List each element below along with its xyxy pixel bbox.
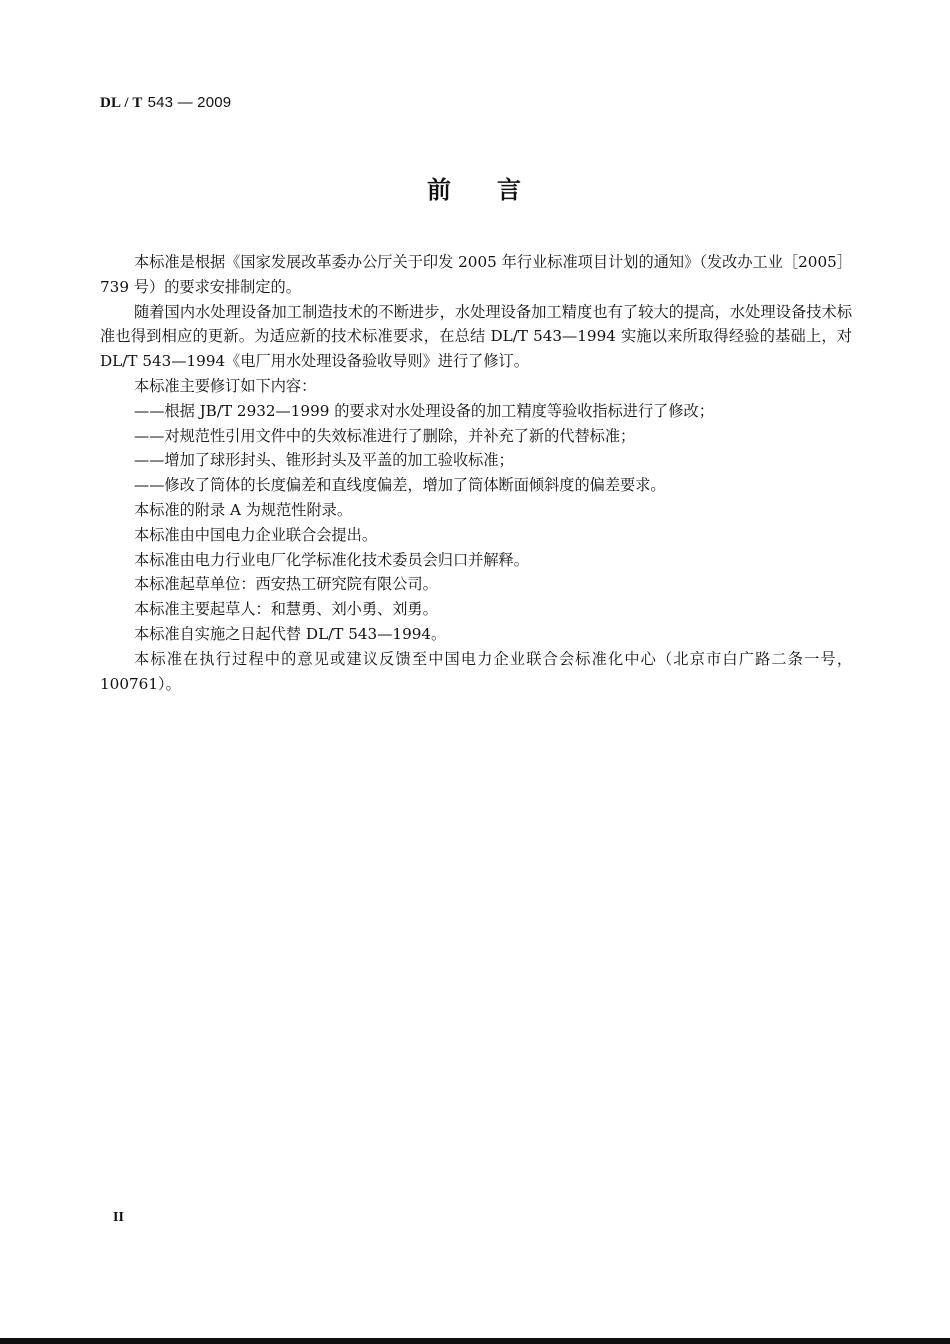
paragraph-feedback: 本标准在执行过程中的意见或建议反馈至中国电力企业联合会标准化中心（北京市白广路二条一号，100761）。 (100, 649, 852, 693)
paragraph-appendix: 本标准的附录 A 为规范性附录。 (134, 500, 353, 519)
paragraph-drafting-unit: 本标准起草单位：西安热工研究院有限公司。 (134, 575, 438, 594)
standard-number: 543 — 2009 (147, 94, 232, 111)
list-item-revision-1: ——根据 JB/T 2932—1999 的要求对水处理设备的加工精度等验收指标进行了修改； (134, 401, 714, 420)
paragraph-basis: 本标准是根据《国家发展改革委办公厅关于印发 2005 年行业标准项目计划的通知》（发改办工业［2005］739 号）的要求安排制定的。 (100, 253, 852, 296)
paragraph-drafters: 本标准主要起草人：和慧勇、刘小勇、刘勇。 (134, 600, 438, 619)
standard-prefix: DL / T (100, 95, 143, 111)
list-item-revision-4: ——修改了筒体的长度偏差和直线度偏差，增加了筒体断面倾斜度的偏差要求。 (134, 476, 666, 495)
page-number: II (113, 1210, 124, 1225)
standard-code-header (100, 93, 231, 112)
foreword-body (100, 250, 852, 696)
page-title (0, 170, 950, 205)
paragraph-replaces: 本标准自实施之日起代替 DL/T 543—1994。 (134, 624, 447, 643)
list-item-revision-3: ——增加了球形封头、锥形封头及平盖的加工验收标准； (134, 451, 514, 470)
bottom-border (0, 1338, 950, 1344)
paragraph-revisions-intro: 本标准主要修订如下内容： (134, 376, 317, 395)
title-char-1: 前 (427, 176, 453, 204)
paragraph-committee: 本标准由电力行业电厂化学标准化技术委员会归口并解释。 (134, 550, 529, 569)
paragraph-background: 随着国内水处理设备加工制造技术的不断进步，水处理设备加工精度也有了较大的提高，水处理设备技术标准也得到相应的更新。为适应新的技术标准要求，在总结 DL/T 543—1994 实施以来所取得经验的基础上，对 DL/T 543—1994《电厂用水处理设备验收导则》进行了修订。 (100, 302, 852, 371)
title-char-2: 言 (497, 176, 523, 204)
list-item-revision-2: ——对规范性引用文件中的失效标准进行了删除，并补充了新的代替标准； (134, 426, 636, 445)
paragraph-proposer: 本标准由中国电力企业联合会提出。 (134, 525, 377, 544)
